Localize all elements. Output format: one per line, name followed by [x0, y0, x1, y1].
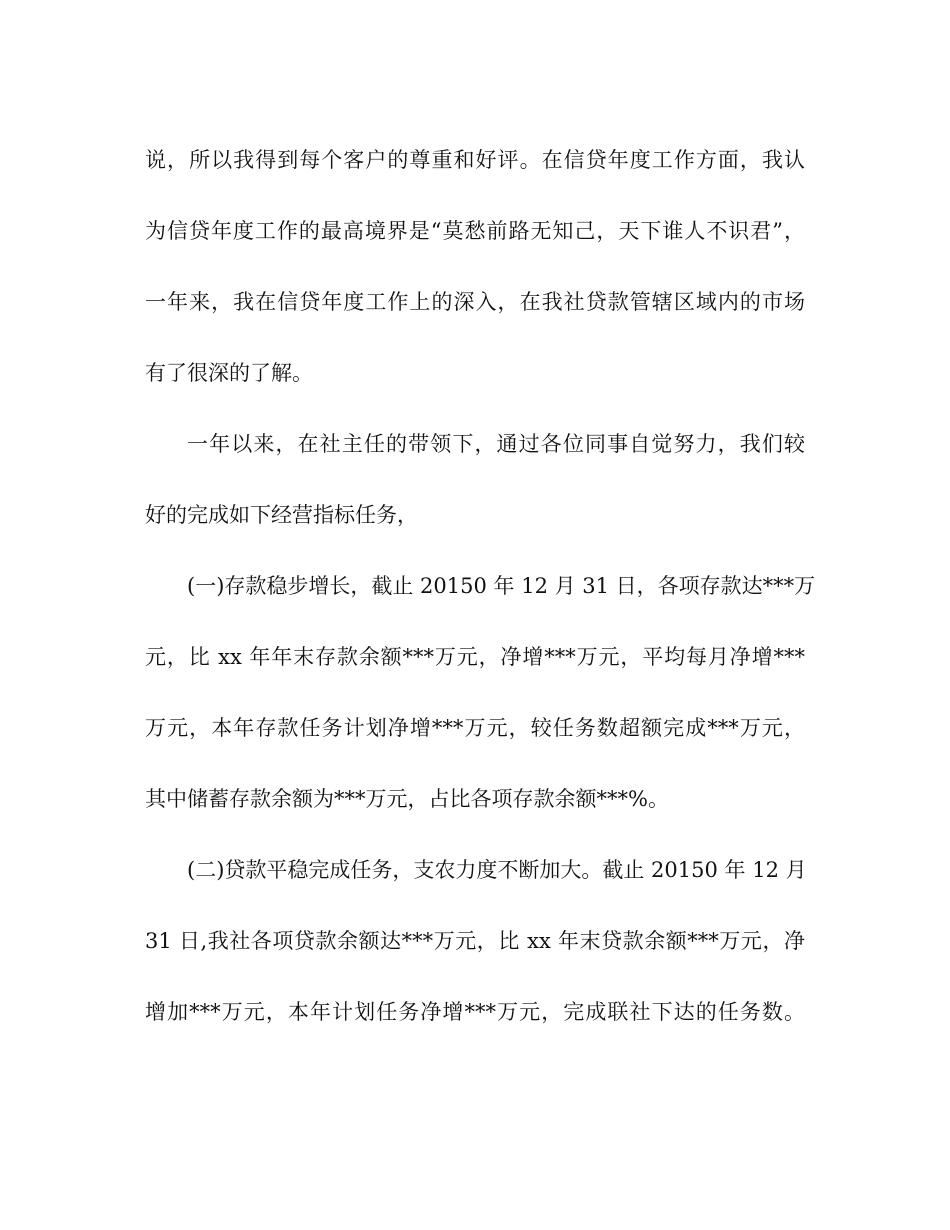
text-line: 元，比 xx 年年末存款余额***万元，净增***万元，平均每月净增***	[145, 645, 805, 669]
text-line: 为信贷年度工作的最高境界是“莫愁前路无知己，天下谁人不识君”，	[145, 219, 805, 243]
paragraph-start-line: (二)贷款平稳完成任务，支农力度不断加大。截止 20150 年 12 月	[187, 858, 807, 882]
text-line: 一年来，我在信贷年度工作上的深入，在我社贷款管辖区域内的市场	[145, 290, 805, 314]
text-line: 说，所以我得到每个客户的尊重和好评。在信贷年度工作方面，我认	[145, 148, 805, 172]
paragraph-start-line: (一)存款稳步增长，截止 20150 年 12 月 31 日，各项存款达***万	[187, 574, 816, 598]
text-line: 有了很深的了解。	[145, 361, 313, 385]
text-line: 31 日,我社各项贷款余额达***万元，比 xx 年末贷款余额***万元，净	[145, 929, 805, 953]
text-line: 万元，本年存款任务计划净增***万元，较任务数超额完成***万元，	[145, 716, 805, 740]
paragraph-start-line: 一年以来，在社主任的带领下，通过各位同事自觉努力，我们较	[187, 432, 805, 456]
body-text	[145, 137, 816, 1060]
text-line: 其中储蓄存款余额为***万元，占比各项存款余额***%。	[145, 787, 669, 811]
text-line: 好的完成如下经营指标任务，	[145, 503, 418, 527]
text-line: 增加***万元，本年计划任务净增***万元，完成联社下达的任务数。	[145, 1000, 805, 1024]
